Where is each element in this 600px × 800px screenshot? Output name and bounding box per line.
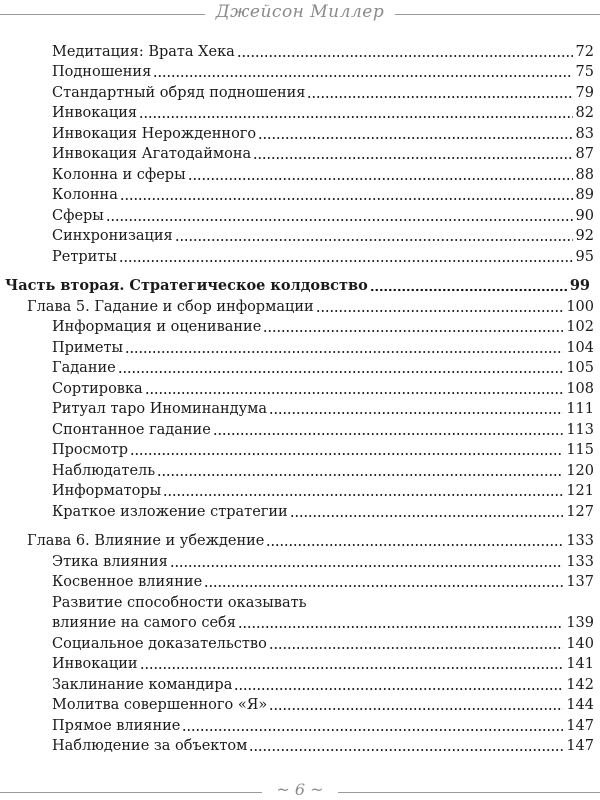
toc-entry-page: 139 [566, 615, 594, 631]
toc-entry-page: 82 [575, 105, 594, 121]
dot-leader [145, 391, 564, 395]
dot-leader [188, 177, 573, 181]
toc-entry [0, 82, 600, 103]
toc-entry-title: Инвокация Агатодаймона [52, 146, 252, 162]
dot-leader [118, 370, 564, 374]
toc-entry [0, 337, 600, 358]
toc-entry-page: 88 [575, 166, 594, 183]
toc-entry-title: Инвокация Нерожденного [52, 125, 257, 142]
dot-leader [238, 625, 563, 629]
toc-entry-page: 83 [575, 125, 594, 142]
dot-leader [370, 288, 567, 292]
toc-entry [0, 481, 600, 502]
toc-entry-title: Колонна [52, 187, 118, 203]
toc-entry [0, 736, 600, 757]
dot-leader [153, 74, 572, 78]
dot-leader [213, 432, 564, 436]
toc-entry [0, 144, 600, 165]
toc-entry-title: влияние на самого себя [52, 615, 236, 631]
toc-entry [0, 205, 600, 226]
toc-entry [0, 551, 600, 572]
dot-leader [119, 259, 573, 263]
dot-leader [269, 646, 564, 650]
toc-entry [0, 103, 600, 124]
toc-entry [0, 695, 600, 716]
dot-leader [120, 197, 573, 201]
dot-leader [125, 350, 563, 354]
toc-entry-title: Подношения [52, 64, 152, 80]
toc-entry-title: Гадание [52, 360, 116, 376]
toc-chapter-title: Глава 6. Влияние и убеждение [27, 533, 265, 549]
dot-leader [249, 748, 563, 752]
dot-leader [290, 514, 564, 518]
toc-entry-title: Сортировка [52, 380, 143, 397]
footer-rule-right [338, 792, 600, 793]
dot-leader [253, 156, 572, 160]
toc-entry-title: Сферы [52, 207, 104, 224]
toc-chapter-title: Глава 5. Гадание и сбор информации [27, 298, 314, 315]
toc-entry-page: 120 [566, 462, 594, 479]
toc-entry [0, 633, 600, 654]
header-rule-left [0, 14, 205, 15]
toc-entry [0, 572, 600, 593]
toc-entry-page: 111 [566, 401, 594, 417]
dot-leader [140, 666, 564, 670]
toc-entry [0, 246, 600, 267]
toc-entry [0, 674, 600, 695]
toc-entry-page: 90 [575, 207, 594, 224]
toc-entry-title: Спонтанное гадание [52, 421, 211, 438]
toc-entry-title: Медитация: Врата Хека [52, 43, 235, 60]
toc-part-title: Часть вторая. Стратегическое колдовство [5, 277, 368, 294]
toc-entry-title: Инвокация [52, 105, 138, 121]
dot-leader [316, 309, 564, 313]
toc-entry-page: 113 [566, 421, 594, 438]
toc-entry-title: Ретриты [52, 248, 117, 265]
toc-entry-title: Наблюдатель [52, 462, 156, 479]
toc-entry-page: 137 [566, 574, 594, 590]
toc-entry [0, 399, 600, 420]
toc-entry-title: Просмотр [52, 442, 129, 458]
toc-chapter-page: 133 [566, 533, 594, 549]
toc-entry-title: Этика влияния [52, 553, 168, 570]
toc-entry [0, 440, 600, 461]
toc-entry [0, 185, 600, 206]
toc-entry-page: 87 [575, 146, 594, 162]
toc-entry [0, 164, 600, 185]
toc-entry-title: Краткое изложение стратегии [52, 503, 288, 520]
table-of-contents [0, 41, 600, 756]
toc-entry [0, 460, 600, 481]
toc-chapter-heading [0, 296, 600, 317]
footer-rule-left [0, 792, 262, 793]
toc-entry [0, 501, 600, 522]
toc-entry-title: Приметы [52, 339, 124, 356]
toc-entry-page: 140 [566, 635, 594, 652]
section-gap [0, 522, 600, 531]
toc-entry-page: 147 [566, 738, 594, 754]
toc-entry-page: 89 [575, 187, 594, 203]
dot-leader [234, 687, 563, 691]
toc-entry-page: 115 [566, 442, 594, 458]
toc-entry-page: 147 [566, 717, 594, 734]
toc-entry-page: 108 [566, 380, 594, 397]
dot-leader [266, 543, 563, 547]
toc-entry-page: 141 [566, 656, 594, 672]
dot-leader [269, 411, 563, 415]
toc-entry-title: Информация и оценивание [52, 319, 262, 335]
toc-entry-title: Стандартный обряд подношения [52, 84, 306, 101]
toc-entry [0, 317, 600, 338]
toc-entry [0, 358, 600, 379]
toc-entry-title: Косвенное влияние [52, 574, 203, 590]
toc-entry-title: Инвокации [52, 656, 138, 672]
toc-entry-title: Наблюдение за объектом [52, 738, 248, 754]
dot-leader [263, 329, 563, 333]
toc-entry-title: Колонна и сферы [52, 166, 186, 183]
toc-entry-page: 142 [566, 676, 594, 693]
toc-entry-page: 102 [566, 319, 594, 335]
header-rule-right [395, 14, 600, 15]
toc-entry-title: Информаторы [52, 483, 162, 499]
toc-chapter-heading [0, 531, 600, 552]
running-header-author: Джейсон Миллер [215, 2, 385, 22]
toc-entry-first-line [0, 592, 600, 613]
toc-entry [0, 419, 600, 440]
toc-entry-page: 79 [575, 84, 594, 101]
toc-entry-page: 72 [575, 43, 594, 60]
toc-part-page: 99 [569, 277, 590, 294]
toc-entry [0, 378, 600, 399]
dot-leader [204, 584, 563, 588]
toc-entry-page: 133 [566, 553, 594, 570]
toc-chapter-page: 100 [566, 298, 594, 315]
dot-leader [139, 115, 573, 119]
toc-entry-title: Молитва совершенного «Я» [52, 697, 268, 713]
toc-entry [0, 613, 600, 634]
toc-entry-title: Заклинание командира [52, 676, 233, 693]
toc-entry [0, 715, 600, 736]
page-header [0, 0, 600, 30]
dot-leader [237, 54, 573, 58]
toc-entry-page: 95 [575, 248, 594, 265]
toc-entry [0, 654, 600, 675]
toc-entry-page: 92 [575, 228, 594, 244]
dot-leader [106, 218, 573, 222]
dot-leader [258, 136, 572, 140]
toc-part-heading [0, 276, 600, 297]
page-footer [0, 778, 600, 800]
dot-leader [182, 728, 563, 732]
toc-entry [0, 123, 600, 144]
dot-leader [175, 238, 573, 242]
page-number: ~ 6 ~ [276, 780, 324, 799]
toc-entry-page: 105 [566, 360, 594, 376]
dot-leader [157, 473, 563, 477]
toc-entry-page: 75 [575, 64, 594, 80]
dot-leader [269, 707, 563, 711]
toc-entry-title: Ритуал таро Иноминандума [52, 401, 268, 417]
toc-entry-page: 104 [566, 339, 594, 356]
dot-leader [130, 452, 563, 456]
toc-entry-title: Синхронизация [52, 228, 173, 244]
toc-entry-title: Прямое влияние [52, 717, 181, 734]
toc-entry-page: 144 [566, 697, 594, 713]
dot-leader [163, 493, 563, 497]
toc-entry [0, 62, 600, 83]
dot-leader [307, 95, 572, 99]
toc-entry-title: Социальное доказательство [52, 635, 267, 652]
toc-entry-title: Развитие способности оказывать [52, 594, 307, 611]
section-gap [0, 267, 600, 276]
toc-entry [0, 41, 600, 62]
toc-entry-page: 127 [566, 503, 594, 520]
toc-entry-page: 121 [566, 483, 594, 499]
toc-entry [0, 226, 600, 247]
dot-leader [170, 564, 564, 568]
